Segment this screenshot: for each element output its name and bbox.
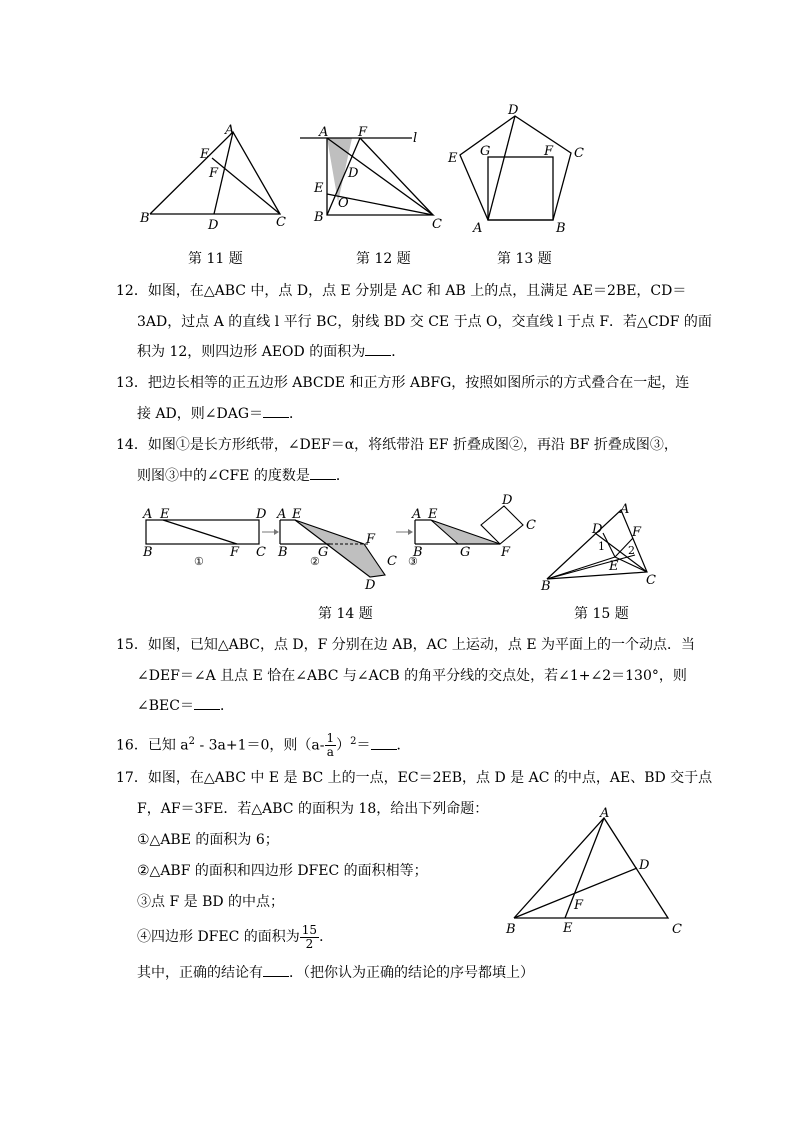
label: D <box>208 218 219 233</box>
label: B <box>278 545 288 560</box>
label: D <box>639 858 650 873</box>
q16-eq: ＝ <box>356 737 371 754</box>
q15-line3 <box>137 696 234 716</box>
label: B <box>143 545 153 560</box>
caption-fig12: 第 12 题 <box>356 251 411 267</box>
q17-line2: F，AF＝3FE．若△ABC 的面积为 18，给出下列命题： <box>137 801 489 817</box>
label: F <box>358 125 368 140</box>
q17-line1: 17．如图，在△ABC 中 E 是 BC 上的一点，EC＝2EB，点 D 是 AC 的中点，AE、BD 交于点 <box>116 770 713 786</box>
q13-line1: 13．把边长相等的正五边形 ABCDE 和正方形 ABFG，按照如图所示的方式叠合在一起，连 <box>116 375 690 391</box>
label: F <box>574 898 584 913</box>
label: C <box>526 518 536 533</box>
label: D <box>256 507 267 522</box>
label: C <box>646 573 656 588</box>
label: E <box>609 559 619 574</box>
label: E <box>292 507 302 522</box>
label: ① <box>194 555 204 568</box>
label: G <box>318 545 329 560</box>
figure-17 <box>498 805 698 940</box>
label: D <box>365 578 376 593</box>
label: F <box>632 525 642 540</box>
label: A <box>143 507 153 522</box>
q17-text: ④四边形 DFEC 的面积为 <box>137 929 300 945</box>
figure-15 <box>535 500 665 595</box>
label: A <box>412 507 422 522</box>
q15-line2: ∠DEF＝∠A 且点 E 恰在∠ABC 与∠ACB 的角平分线的交点处，若∠1+∠2＝130°，则 <box>137 668 687 684</box>
q17-item2: ②△ABF 的面积和四边形 DFEC 的面积相等； <box>137 863 428 879</box>
label: B <box>413 545 423 560</box>
label: D <box>502 493 513 508</box>
q15-text: ∠BEC＝ <box>137 698 194 714</box>
q12-text: 积为 12，则四边形 AEOD 的面积为 <box>137 344 366 360</box>
q12-line1: 12．如图，在△ABC 中，点 D，点 E 分别是 AC 和 AB 上的点，且满足 AE＝2BE，CD＝ <box>116 283 687 299</box>
q12-line3 <box>137 342 405 362</box>
q17-end: ．（把你认为正确的结论的序号都填上） <box>289 965 534 981</box>
label: A <box>600 806 610 821</box>
figure-13 <box>440 100 590 235</box>
q17-text: 其中，正确的结论有 <box>137 965 263 981</box>
label: D <box>592 522 603 537</box>
label: G <box>480 144 491 159</box>
q17-answer-line <box>137 963 534 983</box>
label: B <box>314 210 324 225</box>
q12-line2: 3AD，过点 A 的直线 l 平行 BC，射线 BD 交 CE 于点 O，交直线 l 于点 F．若△CDF 的面 <box>137 314 712 330</box>
figure-14 <box>130 495 550 600</box>
q16-fraction: $\frac{1}{a}$ <box>326 731 335 760</box>
label: E <box>428 507 438 522</box>
q17-end: ． <box>319 929 334 945</box>
q16-sup2: 2 <box>350 736 357 747</box>
label: C <box>256 545 266 560</box>
caption-fig11: 第 11 题 <box>188 251 243 267</box>
label: B <box>506 922 516 937</box>
figure-12 <box>300 120 450 235</box>
label: A <box>225 123 235 138</box>
label: E <box>314 181 324 196</box>
label: E <box>563 921 573 936</box>
figure-11 <box>130 120 300 235</box>
q13-end: ． <box>289 406 304 422</box>
q16-text: 16．已知 a <box>116 737 189 754</box>
label: E <box>200 147 210 162</box>
answer-blank[interactable] <box>371 737 397 750</box>
q16-paren: ） <box>336 737 351 754</box>
answer-blank[interactable] <box>263 964 289 977</box>
q17-fraction: $\frac{15}{2}$ <box>301 922 318 951</box>
answer-blank[interactable] <box>310 467 336 480</box>
q16-sup: 2 <box>188 736 195 747</box>
q12-end: ． <box>391 344 406 360</box>
caption-fig13: 第 13 题 <box>497 251 552 267</box>
label: A <box>277 507 287 522</box>
label: E <box>448 151 458 166</box>
q13-line2 <box>137 404 303 424</box>
label: 2 <box>628 544 635 557</box>
label: A <box>473 221 483 236</box>
label: C <box>432 217 442 232</box>
q14-text: 则图③中的∠CFE 的度数是 <box>137 468 310 484</box>
q17-item4 <box>137 922 333 952</box>
q16-mid: - 3a+1＝0，则（a- <box>195 737 325 754</box>
label: O <box>338 196 349 211</box>
q14-line1: 14．如图①是长方形纸带，∠DEF＝α，将纸带沿 EF 折叠成图②，再沿 BF 折叠成图③， <box>116 437 678 453</box>
label: l <box>413 131 418 146</box>
answer-blank[interactable] <box>365 343 391 356</box>
caption-fig15: 第 15 题 <box>574 606 629 622</box>
q14-end: ． <box>335 468 350 484</box>
label: D <box>508 103 519 118</box>
q17-item1: ①△ABE 的面积为 6； <box>137 832 279 848</box>
q17-item3: ③点 F 是 BD 的中点； <box>137 894 285 910</box>
q15-line1: 15．如图，已知△ABC，点 D，F 分别在边 AB，AC 上运动，点 E 为平面上的一个动点．当 <box>116 637 696 653</box>
label: C <box>276 215 286 230</box>
label: F <box>501 545 511 560</box>
label: B <box>140 211 150 226</box>
label: B <box>556 221 566 236</box>
caption-fig14: 第 14 题 <box>318 606 373 622</box>
q13-text: 接 AD，则∠DAG＝ <box>137 406 264 422</box>
label: A <box>620 502 630 517</box>
label: C <box>574 146 584 161</box>
q16-end: ． <box>396 737 411 754</box>
label: F <box>544 144 554 159</box>
label: ② <box>310 555 320 568</box>
q14-line2 <box>137 466 350 486</box>
label: E <box>160 507 170 522</box>
answer-blank[interactable] <box>194 697 220 710</box>
q16-line <box>116 727 411 761</box>
label: F <box>209 166 219 181</box>
label: D <box>348 166 359 181</box>
label: F <box>366 532 376 547</box>
label: 1 <box>598 540 605 553</box>
answer-blank[interactable] <box>263 405 289 418</box>
label: G <box>460 545 471 560</box>
label: ③ <box>408 555 418 568</box>
label: B <box>541 579 551 594</box>
label: C <box>387 554 397 569</box>
q15-end: ． <box>219 698 234 714</box>
label: A <box>319 125 329 140</box>
label: F <box>230 545 240 560</box>
label: C <box>672 922 682 937</box>
